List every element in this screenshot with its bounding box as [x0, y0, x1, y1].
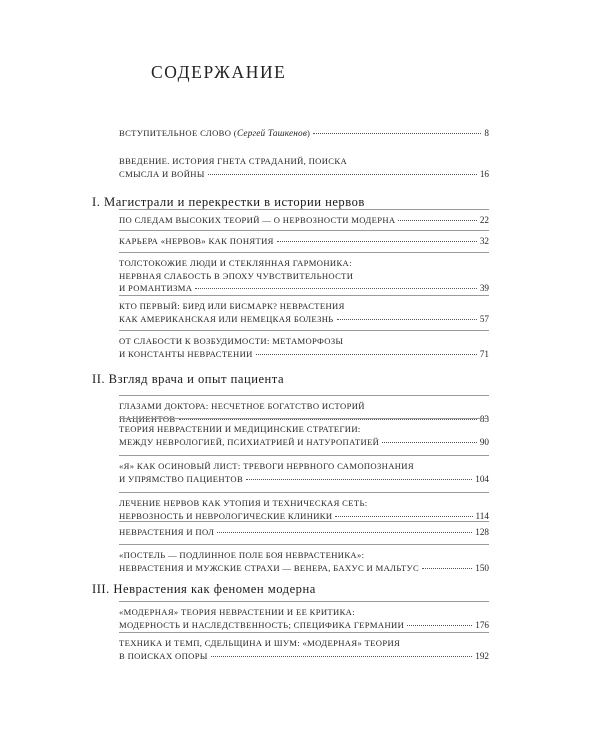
entry-author: Сергей Ташкенов [237, 128, 308, 138]
entry-line: «ПОСТЕЛЬ — ПОДЛИННОЕ ПОЛЕ БОЯ НЕВРАСТЕНИКА»: [119, 550, 365, 560]
entry-separator [119, 330, 489, 331]
dot-leader [195, 288, 477, 289]
entry-separator [119, 632, 489, 633]
entry-separator [119, 601, 489, 602]
entry-separator [119, 455, 489, 456]
section-heading: I. Магистрали и перекрестки в истории нервов [92, 195, 365, 209]
dot-leader [407, 625, 472, 626]
page-number: 150 [475, 562, 489, 573]
dot-leader [313, 133, 481, 134]
page-number: 71 [479, 348, 489, 359]
page-number: 8 [484, 128, 489, 138]
entry-line: НЕВРАСТЕНИЯ И ПОЛ [119, 527, 215, 537]
page-number: 104 [475, 473, 489, 484]
dot-leader [398, 220, 476, 221]
entry-line: И РОМАНТИЗМА [119, 283, 193, 294]
page-number: 39 [479, 283, 489, 294]
entry-line: ПАЦИЕНТОВ [119, 413, 176, 424]
entry-separator [119, 492, 489, 493]
entry-line: В ПОИСКАХ ОПОРЫ [119, 650, 208, 661]
page-number: 114 [475, 510, 489, 521]
toc-entry[interactable] [119, 549, 489, 574]
entry-line: НЕВРАСТЕНИЯ И МУЖСКИЕ СТРАХИ — ВЕНЕРА, БАХУС И МАЛЬТУС [119, 562, 420, 573]
entry-line: ОТ СЛАБОСТИ К ВОЗБУДИМОСТИ: МЕТАМОРФОЗЫ [119, 336, 344, 346]
page-number: 83 [479, 413, 489, 424]
toc-entry[interactable] [119, 606, 489, 631]
page-number: 22 [479, 215, 489, 225]
entry-text: ВСТУПИТЕЛЬНОЕ СЛОВО ( [119, 128, 238, 138]
entry-line: СМЫСЛА И ВОЙНЫ [119, 168, 205, 179]
page-number: 192 [475, 650, 489, 661]
entry-separator [119, 544, 489, 545]
entry-line: КАРЬЕРА «НЕРВОВ» КАК ПОНЯТИЯ [119, 236, 274, 246]
toc-entry[interactable] [119, 497, 489, 522]
entry-line: НЕРВОЗНОСТЬ И НЕВРОЛОГИЧЕСКИЕ КЛИНИКИ [119, 510, 333, 521]
page-number: 90 [479, 436, 489, 447]
entry-separator [119, 395, 489, 396]
dot-leader [382, 442, 477, 443]
entry-separator [119, 209, 489, 210]
dot-leader [246, 479, 472, 480]
entry-line: МЕЖДУ НЕВРОЛОГИЕЙ, ПСИХИАТРИЕЙ И НАТУРОПАТИЕЙ [119, 436, 380, 447]
section-heading: III. Неврастения как феномен модерна [92, 582, 316, 596]
entry-line: ЛЕЧЕНИЕ НЕРВОВ КАК УТОПИЯ И ТЕХНИЧЕСКАЯ СЕТЬ: [119, 498, 368, 508]
page-number: 128 [475, 527, 489, 537]
entry-separator [119, 252, 489, 253]
toc-entry[interactable] [119, 335, 489, 360]
toc-entry[interactable] [119, 300, 489, 325]
entry-line: «МОДЕРНАЯ» ТЕОРИЯ НЕВРАСТЕНИИ И ЕЕ КРИТИКА: [119, 607, 355, 617]
entry-line: ТЕОРИЯ НЕВРАСТЕНИИ И МЕДИЦИНСКИЕ СТРАТЕГИИ: [119, 424, 361, 434]
toc-entry[interactable] [119, 214, 489, 227]
toc-entry[interactable] [119, 235, 489, 248]
entry-separator [119, 230, 489, 231]
entry-line: МОДЕРНОСТЬ И НАСЛЕДСТВЕННОСТЬ; СПЕЦИФИКА ГЕРМАНИИ [119, 619, 405, 630]
toc-entry-preface[interactable] [119, 155, 489, 180]
page-title: СОДЕРЖАНИЕ [151, 62, 287, 82]
entry-line: ТОЛСТОКОЖИЕ ЛЮДИ И СТЕКЛЯННАЯ ГАРМОНИКА: [119, 258, 352, 268]
toc-entry[interactable] [119, 423, 489, 448]
entry-line: И КОНСТАНТЫ НЕВРАСТЕНИИ [119, 348, 253, 359]
dot-leader [211, 656, 473, 657]
entry-separator [119, 295, 489, 296]
entry-line: ВВЕДЕНИЕ. ИСТОРИЯ ГНЕТА СТРАДАНИЙ, ПОИСКА [119, 156, 348, 166]
entry-separator [119, 418, 489, 419]
page-number: 176 [475, 619, 489, 630]
dot-leader [422, 568, 472, 569]
entry-line: И УПРЯМСТВО ПАЦИЕНТОВ [119, 473, 244, 484]
entry-line: КАК АМЕРИКАНСКАЯ ИЛИ НЕМЕЦКАЯ БОЛЕЗНЬ [119, 313, 334, 324]
section-heading: II. Взгляд врача и опыт пациента [92, 372, 285, 386]
toc-entry[interactable] [119, 637, 489, 662]
dot-leader [335, 516, 472, 517]
entry-line: КТО ПЕРВЫЙ: БИРД ИЛИ БИСМАРК? НЕВРАСТЕНИЯ [119, 301, 345, 311]
toc-entry[interactable] [119, 460, 489, 485]
dot-leader [256, 354, 477, 355]
entry-separator [119, 521, 489, 522]
dot-leader [337, 319, 477, 320]
dot-leader [217, 532, 472, 533]
page-number: 32 [479, 236, 489, 246]
entry-line: «Я» КАК ОСИНОВЫЙ ЛИСТ: ТРЕВОГИ НЕРВНОГО САМОПОЗНАНИЯ [119, 461, 414, 471]
dot-leader [208, 174, 477, 175]
toc-entry-intro[interactable] [119, 127, 489, 140]
entry-line: ТЕХНИКА И ТЕМП, СДЕЛЬЩИНА И ШУМ: «МОДЕРНАЯ» ТЕОРИЯ [119, 638, 401, 648]
page-number: 16 [479, 168, 489, 179]
entry-text-close: ) [307, 128, 311, 138]
toc-entry[interactable] [119, 526, 489, 539]
entry-line: НЕРВНАЯ СЛАБОСТЬ В ЭПОХУ ЧУВСТВИТЕЛЬНОСТИ [119, 270, 354, 281]
toc-entry[interactable] [119, 257, 489, 295]
toc-entry[interactable] [119, 400, 489, 425]
page-number: 57 [479, 313, 489, 324]
entry-line: ГЛАЗАМИ ДОКТОРА: НЕСЧЕТНОЕ БОГАТСТВО ИСТОРИЙ [119, 401, 365, 411]
entry-line: ПО СЛЕДАМ ВЫСОКИХ ТЕОРИЙ — О НЕРВОЗНОСТИ МОДЕРНА [119, 215, 396, 225]
dot-leader [277, 241, 477, 242]
